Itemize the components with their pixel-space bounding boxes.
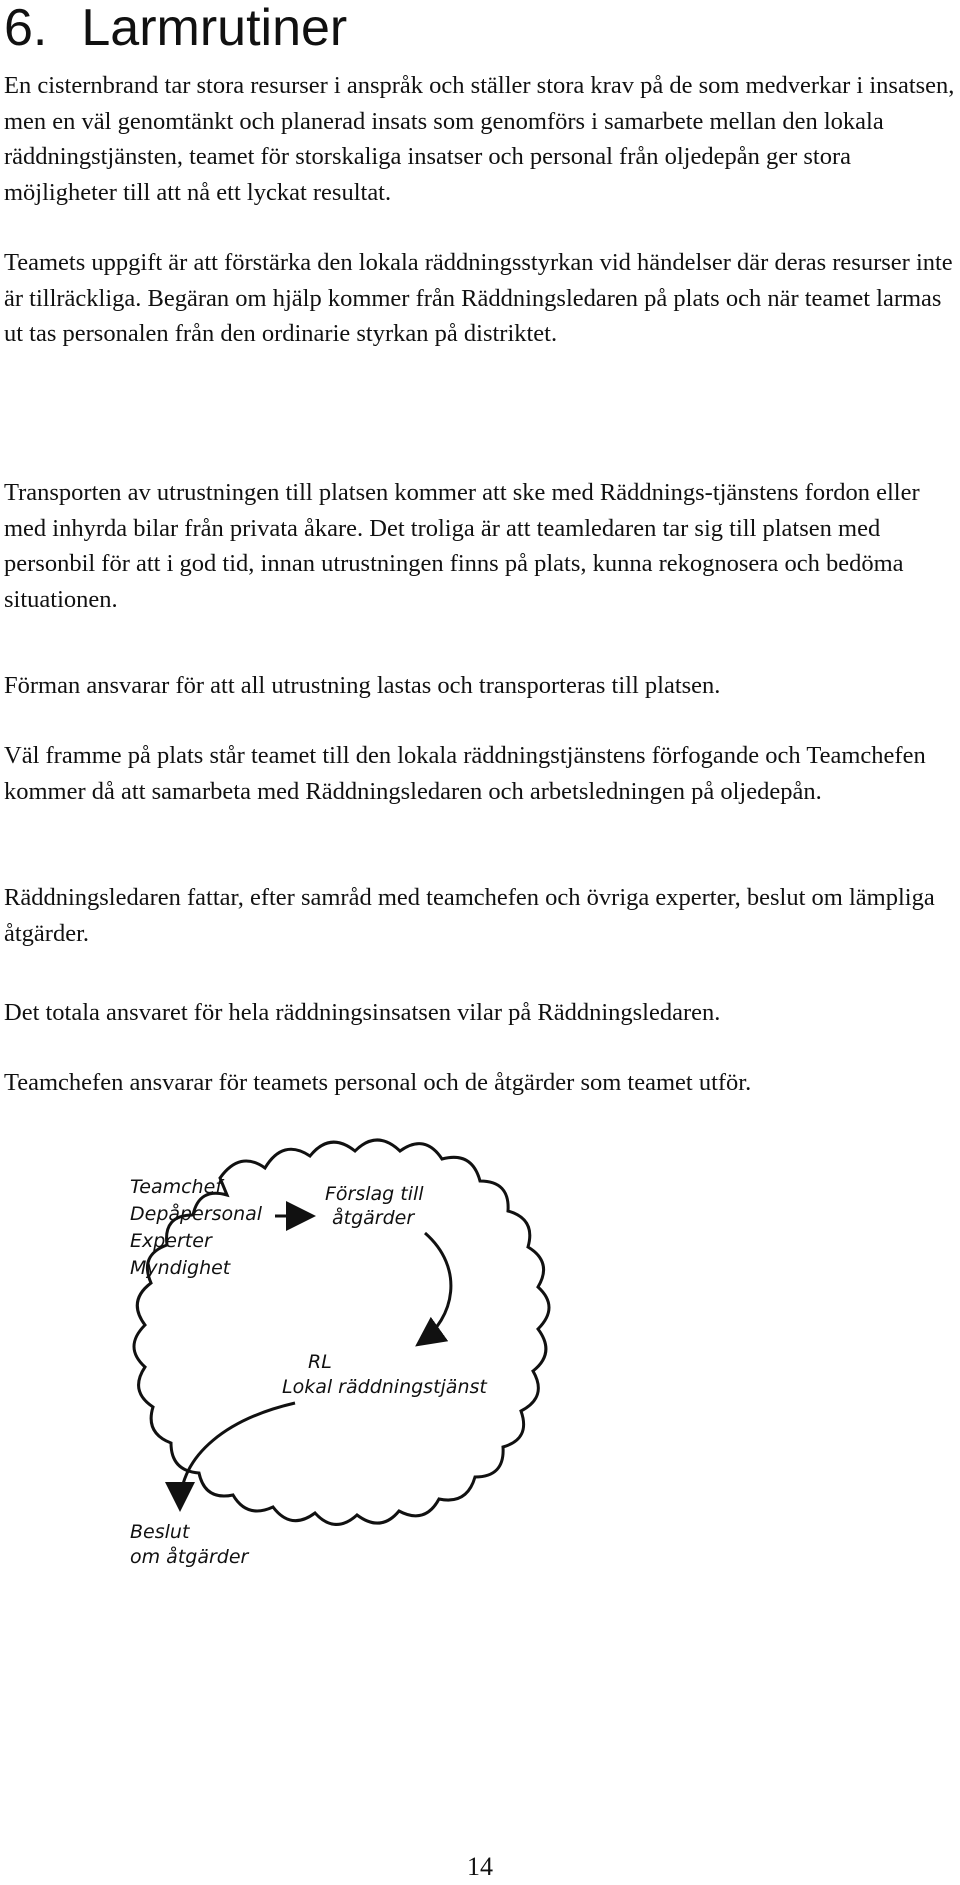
paragraph-teamchef-responsibility: Teamchefen ansvarar för teamets personal och de åtgärder som teamet utför. bbox=[4, 1069, 752, 1096]
diagram-participant-teamchef: Teamchef bbox=[130, 1176, 222, 1198]
diagram-proposal-line1: Förslag till bbox=[325, 1183, 424, 1205]
paragraph-foreman: Förman ansvarar för att all utrustning lastas och transporteras till platsen. bbox=[4, 672, 721, 699]
paragraph-team-task: Teamets uppgift är att förstärka den lokala räddningsstyrkan vid händelser där deras resurser inte är tillräckliga. Begäran om hjälp kommer från Räddningsledaren på plats och när teamet larmas ut tas personalen från den ordinarie styrkan på distriktet. bbox=[4, 249, 953, 347]
heading-title: Larmrutiner bbox=[81, 0, 348, 57]
paragraph-transport: Transporten av utrustningen till platsen kommer att ske med Räddnings-tjänstens fordon eller med inhyrda bilar från privata åkare. Det troliga är att teamledaren tar sig till platsen med personbil för att i god tid, innan utrustningen finns på plats, kunna rekognosera och bedöma situationen. bbox=[4, 479, 920, 613]
diagram-decision-line2: om åtgärder bbox=[130, 1546, 249, 1568]
diagram-decision-line1: Beslut bbox=[130, 1521, 190, 1543]
paragraph-decisions: Räddningsledaren fattar, efter samråd med teamchefen och övriga experter, beslut om lämpliga åtgärder. bbox=[4, 884, 935, 947]
page-number: 14 bbox=[467, 1852, 493, 1881]
arrow-to-leader bbox=[420, 1233, 451, 1343]
heading-number: 6. bbox=[4, 0, 48, 57]
diagram-proposal-line2: åtgärder bbox=[332, 1207, 415, 1229]
page-heading bbox=[4, 0, 348, 57]
diagram-participant-experter: Experter bbox=[130, 1230, 212, 1252]
diagram-leader-line2: Lokal räddningstjänst bbox=[282, 1376, 487, 1398]
cooperation-diagram bbox=[70, 1118, 630, 1638]
diagram-participant-depapersonal: Depåpersonal bbox=[130, 1203, 263, 1225]
paragraph-total-responsibility: Det totala ansvaret för hela räddningsinsatsen vilar på Räddningsledaren. bbox=[4, 999, 721, 1026]
paragraph-on-site: Väl framme på plats står teamet till den lokala räddningstjänstens förfogande och Teamchefen kommer då att samarbeta med Räddningsledaren och arbetsledningen på oljedepån. bbox=[4, 742, 926, 805]
arrow-to-decision bbox=[180, 1403, 295, 1506]
diagram-leader-line1: RL bbox=[308, 1351, 332, 1373]
diagram-participant-myndighet: Myndighet bbox=[130, 1257, 231, 1279]
paragraph-intro: En cisternbrand tar stora resurser i anspråk och ställer stora krav på de som medverkar i insatsen, men en väl genomtänkt och planerad insats som genomförs i samarbete mellan den lokala räddningstjänsten, teamet för storskaliga insatser och personal från oljedepån ger stora möjligheter till att nå ett lyckat resultat. bbox=[4, 72, 955, 206]
